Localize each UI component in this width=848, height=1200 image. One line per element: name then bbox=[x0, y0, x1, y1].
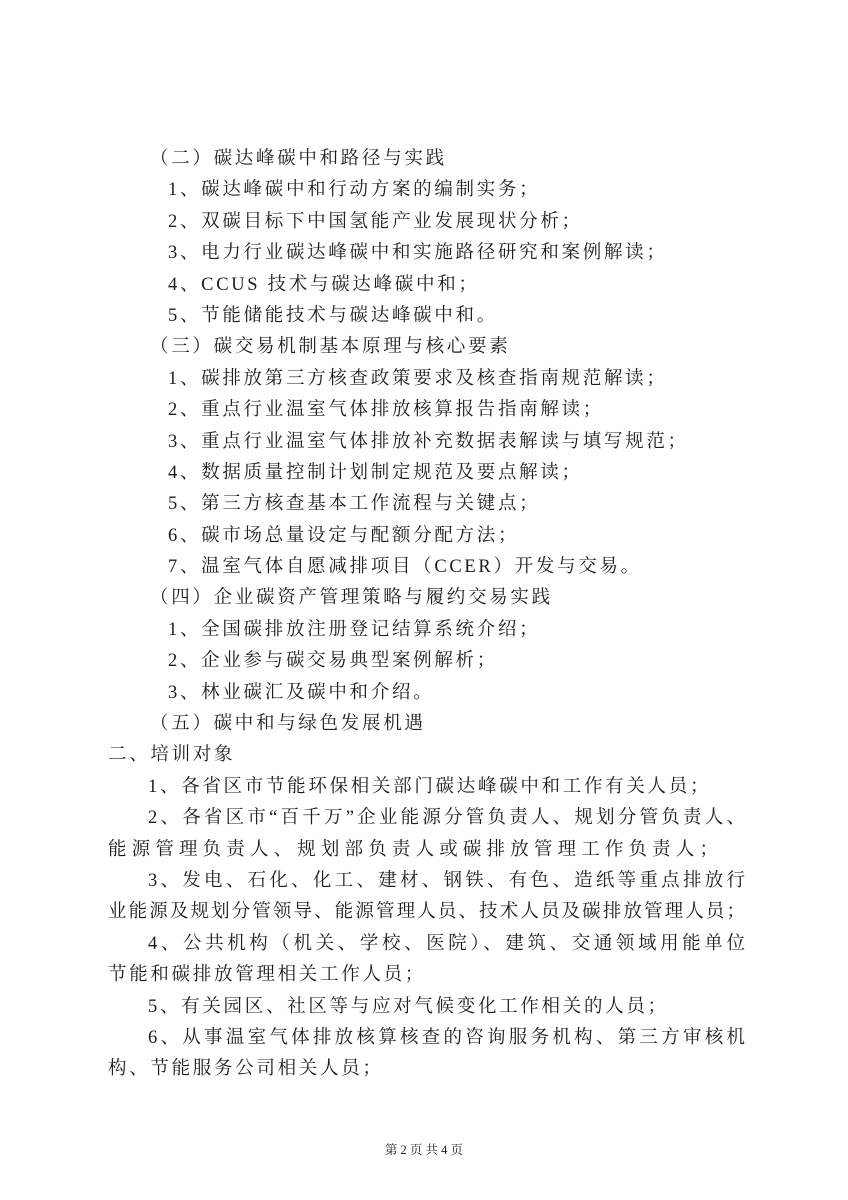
subsection-heading: （二）碳达峰碳中和路径与实践 bbox=[150, 149, 447, 169]
outline-item: 4、数据质量控制计划制定规范及要点解读； bbox=[168, 462, 583, 483]
outline-item: 3、电力行业碳达峰碳中和实施路径研究和案例解读； bbox=[168, 243, 668, 264]
outline-item: 2、双碳目标下中国氢能产业发展现状分析； bbox=[168, 211, 583, 232]
page-number-footer: 第 2 页 共 4 页 bbox=[384, 1143, 464, 1157]
training-target-line: 2、各省区市“百千万”企业能源分管负责人、规划分管负责人、 bbox=[148, 808, 745, 829]
outline-item: 1、碳达峰碳中和行动方案的编制实务； bbox=[168, 180, 541, 201]
training-target-line: 3、发电、石化、化工、建材、钢铁、有色、造纸等重点排放行 bbox=[148, 870, 745, 891]
training-target-line: 6、从事温室气体排放核算核查的咨询服务机构、第三方审核机 bbox=[148, 1027, 745, 1048]
training-target-line: 1、各省区市节能环保相关部门碳达峰碳中和工作有关人员； bbox=[148, 776, 712, 797]
outline-item: 1、碳排放第三方核查政策要求及核查指南规范解读； bbox=[168, 368, 668, 389]
outline-item: 5、节能储能技术与碳达峰碳中和。 bbox=[168, 305, 498, 326]
outline-item: 3、林业碳汇及碳中和介绍。 bbox=[168, 682, 435, 703]
outline-item: 6、碳市场总量设定与配额分配方法； bbox=[168, 525, 520, 546]
training-target-line: 4、公共机构（机关、学校、医院）、建筑、交通领域用能单位 bbox=[148, 933, 745, 954]
subsection-heading: （四）企业碳资产管理策略与履约交易实践 bbox=[150, 588, 553, 609]
outline-item: 7、温室气体自愿减排项目（CCER）开发与交易。 bbox=[168, 557, 642, 578]
outline-item: 1、全国碳排放注册登记结算系统介绍； bbox=[168, 619, 541, 640]
outline-item: 2、企业参与碳交易典型案例解析； bbox=[168, 651, 498, 672]
subsection-heading: （三）碳交易机制基本原理与核心要素 bbox=[150, 337, 511, 358]
training-target-line: 业能源及规划分管领导、能源管理人员、技术人员及碳排放管理人员； bbox=[108, 902, 745, 923]
training-target-line: 构、节能服务公司相关人员； bbox=[108, 1059, 384, 1080]
subsection-heading: （五）碳中和与绿色发展机遇 bbox=[150, 714, 426, 735]
outline-item: 2、重点行业温室气体排放核算报告指南解读； bbox=[168, 400, 604, 421]
training-target-line: 能源管理负责人、规划部负责人或碳排放管理工作负责人； bbox=[108, 839, 718, 860]
document-body bbox=[0, 144, 848, 1086]
training-target-line: 节能和碳排放管理相关工作人员； bbox=[108, 965, 427, 986]
outline-item: 3、重点行业温室气体排放补充数据表解读与填写规范； bbox=[168, 431, 689, 452]
outline-item: 5、第三方核查基本工作流程与关键点； bbox=[168, 494, 541, 515]
training-target-line: 5、有关园区、社区等与应对气候变化工作相关的人员； bbox=[148, 996, 669, 1017]
outline-item: 4、CCUS 技术与碳达峰碳中和； bbox=[168, 274, 480, 295]
section-heading: 二、培训对象 bbox=[108, 745, 236, 766]
